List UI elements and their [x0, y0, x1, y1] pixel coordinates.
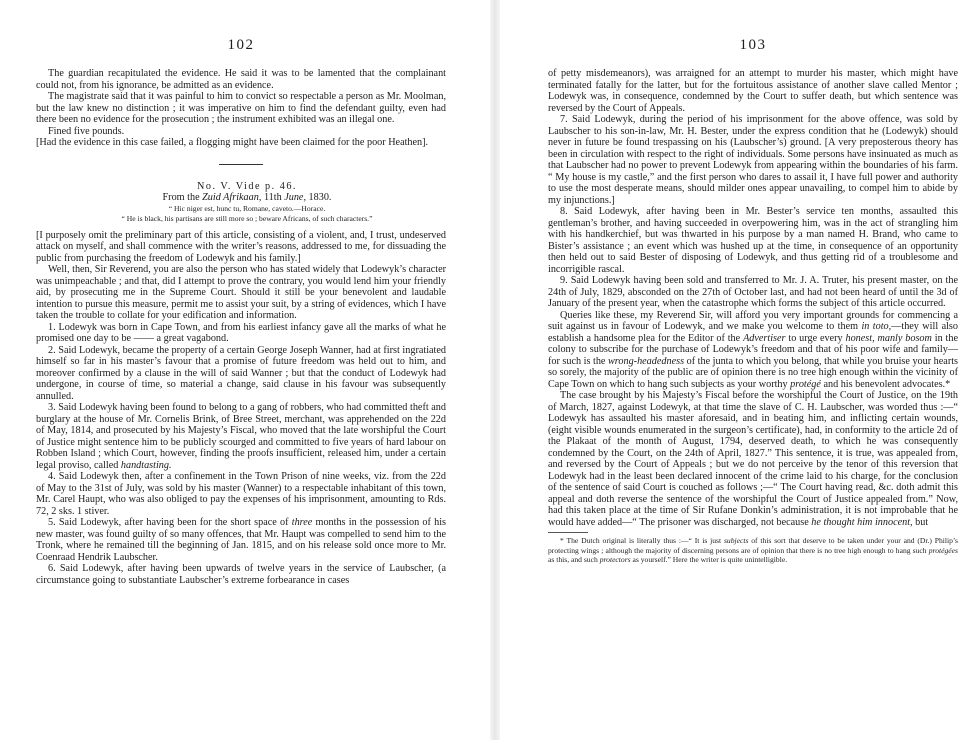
paragraph: Queries like these, my Reverend Sir, will afford you very important grounds for commencing a suit against us in favour of Lodewyk, and we make you welcome to them in toto,—they will also establish a handsome plea for the Editor of the Advertiser to urge every honest, manly bosom in the colony to subscribe for the purchase of Lodewyk’s freedom and that of his poor wife and family—for such is the wrong-headedness of the junta to which you belong, that while you bruise your hearts so sorely, the majority of the public are of opinion there is no tree high enough within the vicinity of Cape Town on which to hang such subjects as your worthy protégé and his benevolent advocates.* [548, 309, 959, 390]
right-page [500, 0, 980, 740]
source-line: From the Zuid Afrikaan, 11th June, 1830. [162, 192, 332, 203]
paragraph: 8. Said Lodewyk, after having been in Mr. Bester’s service ten months, assaulted this gentleman’s brother, and having succeeded in overpowering him, was in the act of strangling him with his handkerchief, but was thwarted in his purpose by a man named H. Brand, who came to Bister’s assistance ; an event which was hushed up at the time, in consequence of an opportunity then held out to said Bester of disposing of Lodewyk, and thus getting rid of a troublesome and incorrigible rascal. [548, 206, 958, 275]
paragraph: The case brought by his Majesty’s Fiscal before the worshipful the Court of Justice, on the 19th of March, 1827, against Lodewyk, at that time the slave of C. H. Laubscher, was worded thus :—“ Lodewyk has assaulted his master aforesaid, and in beating him, and inflicting certain wounds, (eight visible wounds enumerated in the surgeon’s certificate), had, in conformity to the article 2d of the Plakaat of the month of August, 1794, deserved death, to which he was consequently condemned by the Court, on the 24th of April, 1827.” This sentence, it is true, was appealed from, and reversed by the Court of Appeals ; but we do not perceive by the tenor of this reversion that Lodewyk had in the least been declared innocent of the crime laid to his charge, for the conclusion of the sentence of said Court is couched as follows ;—“ The Court having read, &c. doth admit this appeal and doth reverse the sentence of the worshipful the Court of Justice appealed from.” Now, had this taken place at the time of Sir Rufane Donkin’s administration, it is not improbable that he would have added—“ The prisoner was discharged, not because he thought him innocent, but [548, 390, 958, 528]
paragraph: [Had the evidence in this case failed, a flogging might have been claimed for the poor Heathen]. [36, 137, 429, 148]
paragraph: 3. Said Lodewyk having been found to belong to a gang of robbers, who had committed theft and burglary at the house of Mr. Cornelis Brink, of Bree Street, merchant, was apprehended on the 22d of May, 1814, and prosecuted by his Majesty’s Fiscal, who moved that the late worshipful the Court of Justice might sentence him to be publicly scourged and committed to five years of hard labour on Robben Island ; which Court, however, finding the proofs insufficient, released him, under a certain legal proviso, called handtasting. [36, 402, 446, 471]
book-gutter [490, 0, 500, 740]
left-page-body [36, 68, 446, 586]
paragraph: Fined five pounds. [48, 125, 125, 137]
right-page-body [548, 68, 958, 565]
paragraph: Well, then, Sir Reverend, you are also the person who has stated widely that Lodewyk’s character was unimpeachable ; and that, did I attempt to prove the contrary, you would lend him your friendly aid, by prosecuting me in the Supreme Court. Should it still be your benevolent and laudable intention to pursue this measure, permit me to assist your suit, by a string of evidences, which I have taken the trouble to collate for your edification and information. [36, 264, 446, 321]
paragraph: 6. Said Lodewyk, after having been upwards of twelve years in the service of Laubscher, (a circumstance going to substantiate Laubscher’s extreme forbearance in cases [36, 563, 446, 586]
footnote: * The Dutch original is literally thus :—“ It is just subjects of this sort that deserve to be taken under your and (Dr.) Philip’s protecting wings ; although the majority of discerning persons are of opinion that there is no tree high enough to hang such protégées as this, and such protectors as yourself.” Here the writer is quite unintelligible. [548, 536, 958, 565]
paragraph: The magistrate said that it was painful to him to convict so respectable a person as Mr. Moolman, but the law knew no distinction ; it was imperative on him to find the defendant guilty, even had there been no evidence for the prosecution ; the instrument exhibited was an illegal one. [36, 91, 446, 125]
paragraph: 4. Said Lodewyk then, after a confinement in the Town Prison of nine weeks, viz. from the 22d of May to the 31st of July, was sold by his master (Wanner) to a respectable inhabitant of this town, Mr. Carel Haupt, who was also obliged to pay the expenses of his imprisonment, amounting to Rds. 72, 2 sks. 1 stiver. [36, 471, 446, 517]
paragraph: 2. Said Lodewyk, became the property of a certain George Joseph Wanner, had at first ingratiated himself so far in his master’s favour that a promise of future freedom was held out to him, and moreover confirmed by a clause in the will of said Wanner ; but that the conduct of Lodewyk had undergone, in course of time, so material a change, said clause in his favour was subsequently annulled. [36, 344, 446, 402]
page-number-left: 102 [227, 37, 255, 53]
epigraph-latin: “ Hic niger est, hunc tu, Romane, caveto.—Horace. [168, 203, 326, 213]
footnote-divider [548, 532, 588, 533]
paragraph: of petty misdemeanors), was arraigned for an attempt to murder his master, which might have terminated fatally for the latter, but for the fortuitous assistance of another slave called Mentor ; Lodewyk was, in consequence, condemned by the Court to suffer death, but which sentence was reversed by the Court of Appeals. [548, 68, 958, 114]
paragraph: 9. Said Lodewyk having been sold and transferred to Mr. J. A. Truter, his present master, on the 24th of July, 1829, absconded on the 27th of October last, and had not been heard of until the 3d of January of the present year, when the catastrophe which forms the subject of this article occurred. [548, 275, 958, 309]
paragraph: 7. Said Lodewyk, during the period of his imprisonment for the above offence, was sold by Laubscher to his son-in-law, Mr. H. Bester, under the express condition that he (Lodewyk) should never in future be found trespassing on his (Laubscher’s) ground. [A very preposterous theory has been in circulation with respect to the right of individuals. Some persons have insinuated as much as that Laubscher had no power to prevent Lodewyk from appearing within the boundaries of his farm. “ My house is my castle,” and the first person who dares to assail it, I have full power and authority to use the most desperate means, should milder ones appear unavailing, to compel him to abide by my injunctions.] [548, 114, 958, 206]
page-number-right: 103 [739, 37, 767, 53]
paragraph: 5. Said Lodewyk, after having been for the short space of three months in the possession of his new master, was found guilty of so many offences, that Mr. Haupt was compelled to send him to the Tronk, where he remained till the beginning of Jan. 1815, and on his release sold once more to Mr. Coenraad Hendrik Laubscher. [36, 517, 447, 563]
section-divider [219, 164, 263, 165]
paragraph: The guardian recapitulated the evidence. He said it was to be lamented that the complainant could not, from his ignorance, be admitted as an evidence. [36, 68, 446, 91]
section-heading: No. V. Vide p. 46. [197, 180, 297, 192]
paragraph: 1. Lodewyk was born in Cape Town, and from his earliest infancy gave all the marks of what he promised one day to be —— a great vagabond. [36, 321, 446, 344]
paragraph: [I purposely omit the preliminary part of this article, consisting of a violent, and, I trust, undeserved attack on myself, and shall commence with the writer’s reasons, addressed to me, for dissuading the public from purchasing the freedom of Lodewyk and his family.] [36, 229, 446, 264]
epigraph-translation: “ He is black, his partisans are still more so ; beware Africans, of such characters.” [121, 213, 373, 223]
